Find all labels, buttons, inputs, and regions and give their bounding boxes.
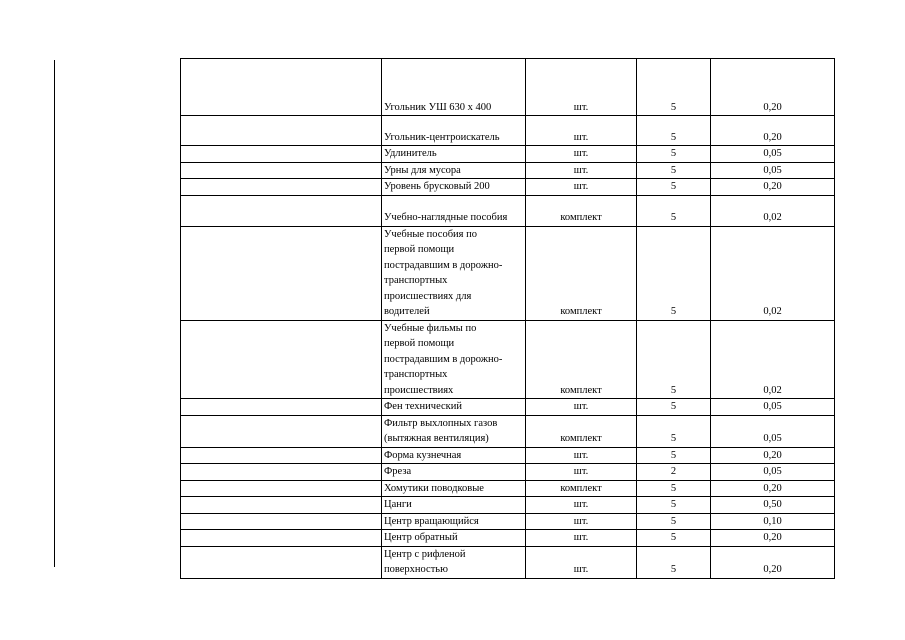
unit-cell: комплект [526, 226, 637, 320]
unit-cell: шт. [526, 179, 637, 196]
quantity-cell: 5 [637, 497, 711, 514]
item-name: Фильтр выхлопных газов (вытяжная вентиляция) [384, 417, 498, 444]
name-cell [382, 480, 526, 497]
name-cell [382, 399, 526, 416]
unit-cell: шт. [526, 399, 637, 416]
quantity-cell: 5 [637, 59, 711, 116]
coefficient-cell: 0,20 [711, 116, 835, 146]
name-cell [382, 59, 526, 116]
name-cell [382, 116, 526, 146]
item-name: Учебные фильмы по первой помощи пострадавшим в дорожно- транспортных происшествиях [384, 322, 503, 396]
item-name: Центр вращающийся [384, 515, 479, 527]
coefficient-cell: 0,02 [711, 320, 835, 399]
name-cell [382, 546, 526, 578]
empty-cell [181, 195, 382, 226]
table-row [181, 179, 835, 196]
item-name: Цанги [384, 499, 412, 510]
coefficient-cell: 0,02 [711, 195, 835, 226]
table-row [181, 116, 835, 146]
item-name: Учебные пособия по первой помощи пострадавшим в дорожно- транспортных происшествиях для водителей [384, 228, 503, 317]
quantity-cell: 2 [637, 464, 711, 481]
table-row [181, 146, 835, 163]
page-margin-line [54, 60, 55, 567]
unit-cell: шт. [526, 513, 637, 530]
coefficient-cell: 0,05 [711, 464, 835, 481]
coefficient-cell: 0,50 [711, 497, 835, 514]
empty-cell [181, 226, 382, 320]
unit-cell: шт. [526, 116, 637, 146]
item-name: Удлинитель [384, 148, 437, 159]
empty-cell [181, 179, 382, 196]
coefficient-cell: 0,05 [711, 415, 835, 447]
unit-cell: комплект [526, 480, 637, 497]
empty-cell [181, 399, 382, 416]
coefficient-cell: 0,20 [711, 480, 835, 497]
quantity-cell: 5 [637, 447, 711, 464]
table-row [181, 399, 835, 416]
quantity-cell: 5 [637, 226, 711, 320]
item-name: Уровень брусковый 200 [384, 181, 490, 192]
item-name: Центр с рифленой поверхностью [384, 548, 466, 575]
quantity-cell: 5 [637, 179, 711, 196]
table-row [181, 530, 835, 547]
table-row [181, 480, 835, 497]
name-cell [382, 162, 526, 179]
name-cell [382, 497, 526, 514]
unit-cell: шт. [526, 530, 637, 547]
coefficient-cell: 0,05 [711, 162, 835, 179]
unit-cell: шт. [526, 447, 637, 464]
unit-cell: шт. [526, 546, 637, 578]
table-row [181, 415, 835, 447]
coefficient-cell: 0,10 [711, 513, 835, 530]
table-row [181, 546, 835, 578]
item-name: Фреза [384, 466, 412, 477]
quantity-cell: 5 [637, 146, 711, 163]
quantity-cell: 5 [637, 480, 711, 497]
empty-cell [181, 447, 382, 464]
item-name: Угольник-центроискатель [384, 131, 500, 143]
name-cell [382, 415, 526, 447]
item-name: Угольник УШ 630 х 400 [384, 101, 492, 113]
name-cell [382, 530, 526, 547]
name-cell [382, 464, 526, 481]
table-row [181, 513, 835, 530]
empty-cell [181, 530, 382, 547]
unit-cell: комплект [526, 320, 637, 399]
empty-cell [181, 513, 382, 530]
empty-cell [181, 497, 382, 514]
item-name: Форма кузнечная [384, 449, 462, 461]
table-row [181, 226, 835, 320]
unit-cell: шт. [526, 59, 637, 116]
name-cell [382, 146, 526, 163]
empty-cell [181, 162, 382, 179]
item-name: Фен технический [384, 401, 463, 412]
empty-cell [181, 59, 382, 116]
item-name: Урны для мусора [384, 164, 461, 176]
item-name: Центр обратный [384, 532, 458, 543]
empty-cell [181, 146, 382, 163]
empty-cell [181, 320, 382, 399]
coefficient-cell: 0,20 [711, 447, 835, 464]
coefficient-cell: 0,05 [711, 146, 835, 163]
coefficient-cell: 0,20 [711, 546, 835, 578]
unit-cell: шт. [526, 162, 637, 179]
quantity-cell: 5 [637, 546, 711, 578]
table-row [181, 447, 835, 464]
quantity-cell: 5 [637, 195, 711, 226]
coefficient-cell: 0,20 [711, 530, 835, 547]
unit-cell: комплект [526, 195, 637, 226]
quantity-cell: 5 [637, 320, 711, 399]
table-row [181, 195, 835, 226]
empty-cell [181, 546, 382, 578]
name-cell [382, 513, 526, 530]
quantity-cell: 5 [637, 415, 711, 447]
coefficient-cell: 0,20 [711, 179, 835, 196]
coefficient-cell: 0,05 [711, 399, 835, 416]
table-row [181, 497, 835, 514]
coefficient-cell: 0,02 [711, 226, 835, 320]
name-cell [382, 226, 526, 320]
table-row [181, 59, 835, 116]
equipment-table [180, 58, 835, 579]
name-cell [382, 195, 526, 226]
empty-cell [181, 480, 382, 497]
quantity-cell: 5 [637, 399, 711, 416]
equipment-table-body [181, 59, 835, 579]
table-row [181, 320, 835, 399]
item-name: Учебно-наглядные пособия [384, 212, 508, 223]
quantity-cell: 5 [637, 162, 711, 179]
name-cell [382, 447, 526, 464]
name-cell [382, 320, 526, 399]
quantity-cell: 5 [637, 513, 711, 530]
empty-cell [181, 415, 382, 447]
unit-cell: шт. [526, 497, 637, 514]
quantity-cell: 5 [637, 530, 711, 547]
empty-cell [181, 464, 382, 481]
name-cell [382, 179, 526, 196]
quantity-cell: 5 [637, 116, 711, 146]
unit-cell: шт. [526, 464, 637, 481]
coefficient-cell: 0,20 [711, 59, 835, 116]
table-row [181, 162, 835, 179]
table-row [181, 464, 835, 481]
empty-cell [181, 116, 382, 146]
item-name: Хомутики поводковые [384, 482, 484, 494]
unit-cell: шт. [526, 146, 637, 163]
unit-cell: комплект [526, 415, 637, 447]
